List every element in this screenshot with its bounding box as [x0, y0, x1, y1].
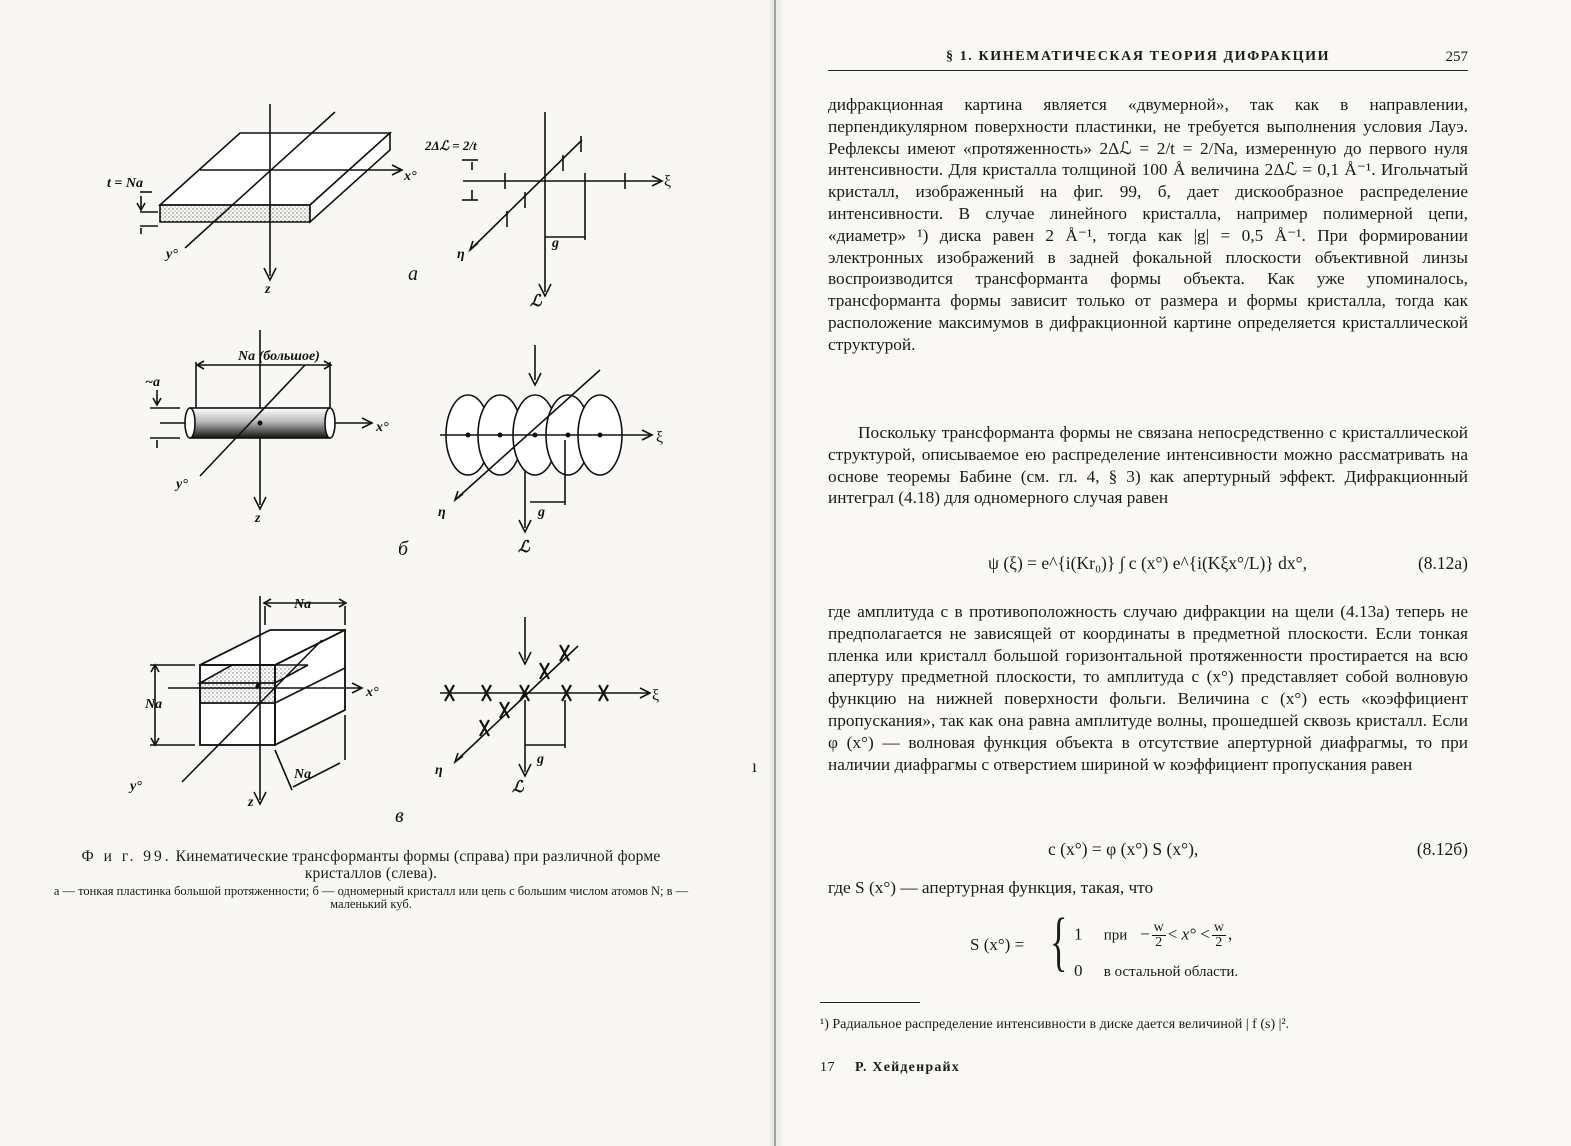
half-width-fraction-2	[1212, 921, 1226, 950]
half-width-fraction	[1152, 921, 1166, 950]
label-b-xi: ξ	[656, 429, 664, 446]
caption-main	[46, 848, 696, 882]
label-a-width: 2Δℒ = 2/t	[425, 138, 477, 153]
label-c-z: z	[248, 795, 254, 810]
frac-den: 2	[1155, 935, 1163, 950]
piecewise-case-2	[1074, 961, 1238, 981]
label-b-length: Na (большое)	[238, 349, 320, 364]
equation-8-12b	[828, 838, 1468, 864]
case2-value: 0	[1074, 961, 1083, 980]
label-c-side: Na	[145, 697, 163, 712]
piecewise-aperture-function	[970, 905, 1330, 987]
gutter-edge	[774, 0, 776, 1146]
label-c-y: y°	[130, 779, 142, 794]
equation-8-12a	[828, 552, 1468, 578]
label-a-xi: ξ	[664, 173, 672, 190]
caption-text: Кинематические трансформанты формы (справа) при различной форме кристаллов (слева).	[175, 848, 661, 882]
panel-letter-a: а	[408, 263, 418, 285]
label-c-xi: ξ	[652, 687, 660, 704]
equation-8-12a-number: (8.12а)	[1417, 553, 1468, 573]
figure-caption	[46, 848, 696, 911]
label-c-eta: η	[435, 763, 443, 778]
piecewise-case-1: 1 при − $\frac{w}{2}$ < x° < $\frac{w}{2}$ ,	[1074, 920, 1233, 950]
paragraph-1: дифракционная картина является «двумерной», так как в направлении, перпендикулярном поверхности пластинки, не требуется выполнения условия Лауэ. Рефлексы имеют «протяженность» 2Δℒ = 2/t = 2/Na, измеренную до первого нуля интенсивности. Для кристалла толщиной 100 Å величина 2Δℒ = 0,1 Å⁻¹. Игольчатый кристалл, изображенный на фиг. 99, б, дает дискообразное распределение интенсивности. В случае линейного кристалла, например полимерной цепи, «диаметр» ¹) диска равен 2 Å⁻¹, тогда как |g| = 0,5 Å⁻¹. При формировании электронных изображений в задней фокальной плоскости объективной линзы воспроизводится трансформанта формы объекта. Как уже упоминалось, трансформанта формы зависит только от размера и формы кристалла, тогда как расположение максимумов в дифракционной картине определяется кристаллической структурой.	[828, 95, 1468, 354]
label-b-eta: η	[438, 505, 446, 520]
footnote-rule	[820, 1002, 920, 1003]
left-brace: {	[1050, 905, 1068, 978]
header-section-title: § 1. КИНЕМАТИЧЕСКАЯ ТЕОРИЯ ДИФРАКЦИИ	[946, 49, 1331, 64]
label-b-y: y°	[176, 477, 188, 492]
caption-legend: а — тонкая пластинка большой протяженности; б — одномерный кристалл или цепь с большим числом атомов N; в — маленький куб.	[53, 884, 689, 911]
equation-8-12a-body: ψ (ξ) = e^{i(Kr₀)} ∫ c (x°) e^{i(Kξx°/L)} dx°,	[988, 553, 1308, 573]
panel-c-transform	[440, 617, 650, 776]
label-c-L: ℒ	[512, 779, 524, 796]
label-b-diameter: ~a	[145, 375, 160, 390]
case2-text: в остальной области.	[1103, 964, 1239, 980]
label-a-L: ℒ	[530, 293, 542, 310]
frac2-num: w	[1213, 920, 1224, 935]
signature-number: 17	[820, 1060, 835, 1075]
label-b-z: z	[255, 511, 261, 526]
label-b-g: g	[538, 505, 545, 520]
scan-artifact: ı	[752, 756, 758, 776]
label-c-g: g	[537, 752, 544, 767]
label-a-x: x°	[404, 169, 417, 184]
label-a-z: z	[265, 282, 271, 297]
panel-letter-b: б	[398, 538, 409, 560]
panel-letter-c: в	[395, 805, 404, 827]
panel-a-transform	[462, 112, 662, 296]
piecewise-lhs: S (x°) =	[970, 935, 1025, 954]
label-a-eta: η	[457, 247, 465, 262]
label-c-top: Na	[294, 597, 312, 612]
signature-author: Р. Хейденрайх	[855, 1060, 961, 1075]
panel-c-cube	[150, 596, 362, 804]
paragraph-4: где S (x°) — апертурная функция, такая, что	[828, 878, 1154, 897]
figure-99	[0, 0, 770, 960]
footnote: ¹) Радиальное распределение интенсивности в диске дается величиной | f (s) |².	[820, 1017, 1290, 1032]
frac-num: w	[1153, 920, 1164, 935]
paragraph-3: где амплитуда c в противоположность случаю дифракции на щели (4.13а) теперь не предполагается не зависящей от координаты в предметной плоскости. Если тонкая пленка или кристалл большой горизонтальной протяженности простирается на всю апертуру предметной плоскости, то амплитуда c (x°) представляет собой волновую функцию на нижней поверхности фольги. Величина c (x°) есть «коэффициент пропускания», так как она равна амплитуде волны, прошедшей сквозь кристалл. Если φ (x°) — волновая функция объекта в отсутствие апертурной диафрагмы, то при наличии диафрагмы с отверстием шириной w коэффициент пропускания равен	[828, 602, 1468, 774]
label-c-depth: Na	[294, 767, 312, 782]
case1-var: x°	[1181, 924, 1196, 944]
equation-8-12b-number: (8.12б)	[1416, 839, 1468, 859]
case1-word: при	[1103, 927, 1128, 944]
case1-value: 1	[1074, 924, 1083, 944]
page-number: 257	[1445, 49, 1468, 65]
running-header	[828, 48, 1468, 71]
label-a-g: g	[552, 236, 559, 251]
label-a-y: y°	[166, 247, 178, 262]
frac2-den: 2	[1215, 935, 1223, 950]
panel-b-transform	[440, 345, 652, 532]
label-b-L: ℒ	[518, 539, 530, 556]
paragraph-2: Поскольку трансформанта формы не связана непосредственно с кристаллической структурой, описываемое ею распределение интенсивности можно рассматривать на основе теоремы Бабине (см. гл. 4, § 3) как апертурный эффект. Дифракционный интеграл (4.18) для одномерного случая равен	[828, 423, 1468, 508]
signature-line	[820, 1060, 960, 1076]
equation-8-12b-body: c (x°) = φ (x°) S (x°),	[1048, 839, 1199, 859]
label-a-thickness: t = Na	[107, 176, 143, 191]
label-b-x: x°	[376, 420, 389, 435]
caption-fig-number: Ф и г. 99.	[81, 848, 172, 865]
label-c-x: x°	[366, 685, 379, 700]
